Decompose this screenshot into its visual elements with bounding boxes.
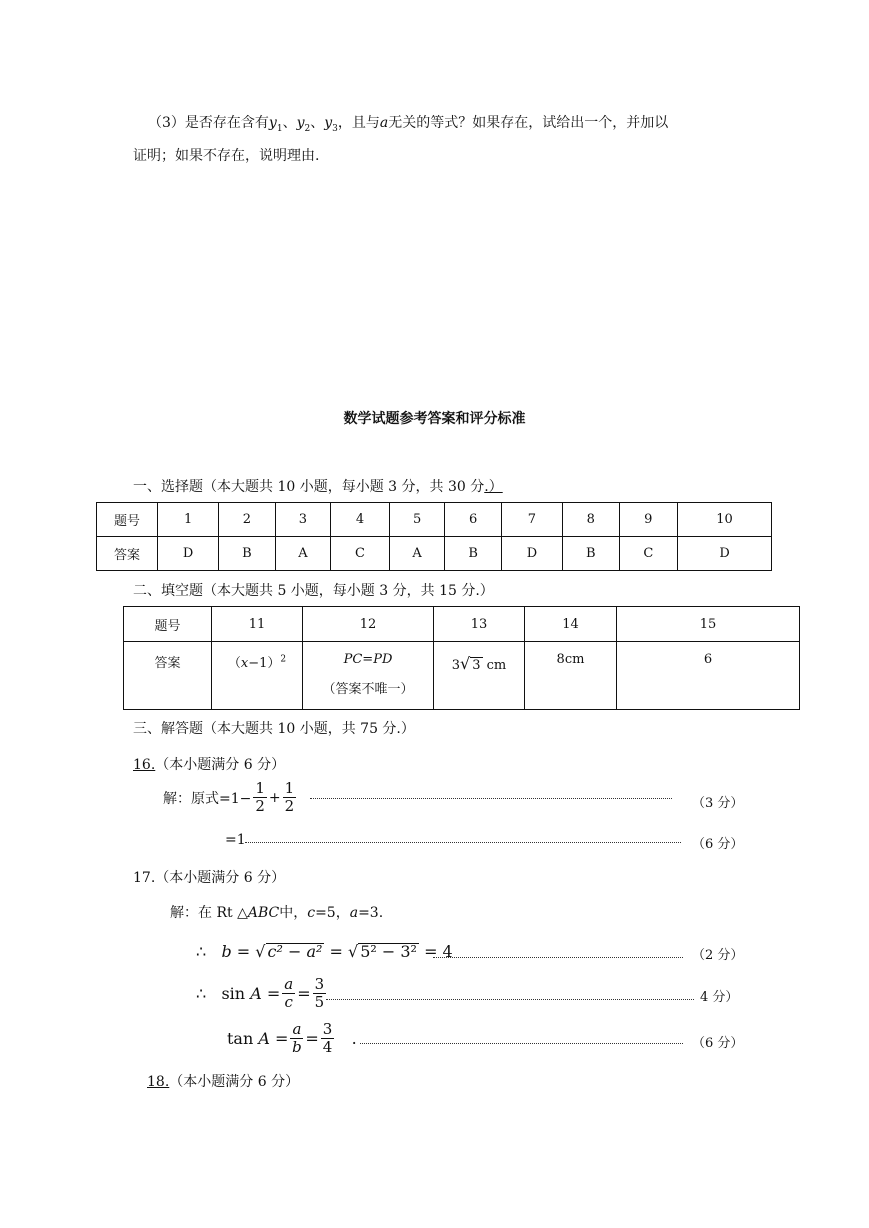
table-cell: D (158, 537, 219, 571)
table-cell: C (331, 537, 390, 571)
table-cell: 2 (219, 503, 275, 537)
sqrt-icon: √ (255, 942, 266, 961)
dot-leader (326, 999, 694, 1000)
table-cell: 6 (617, 642, 800, 710)
fraction: $\frac{a}{b}$ (292, 1020, 302, 1056)
fraction: $\frac{1}{2}$ (284, 779, 295, 815)
question-3-line1: （3）是否存在含有$y_1$、$y_2$、$y_3$，且与a无关的等式？如果存在，试给出一个，并加以 (148, 115, 669, 134)
table-header-cell: 题号 (124, 607, 212, 642)
table-header-cell: 答案 (124, 642, 212, 710)
table-cell: 8 (563, 503, 619, 537)
table-cell: 10 (678, 503, 772, 537)
table-cell: B (219, 537, 275, 571)
table-cell: 12 (303, 607, 434, 642)
fraction: $\frac{1}{2}$ (255, 779, 265, 815)
question-17-title: 17.（本小题满分 6 分） (133, 870, 286, 886)
table-cell: 14 (525, 607, 617, 642)
table-cell: $(x-1)^2$ (212, 642, 303, 710)
table-header-cell: 答案 (97, 537, 158, 571)
table-cell: PC=PD （答案不唯一） (303, 642, 434, 710)
table-cell: 7 (501, 503, 562, 537)
question-17-step-b: ∴ b = √ c² − a² = √ 5² − 3² = 4 (196, 942, 453, 961)
score-label: 4 分） (700, 990, 739, 1005)
table-cell: B (445, 537, 501, 571)
table-cell: 1 (158, 503, 219, 537)
page-title: 数学试题参考答案和评分标准 (343, 411, 526, 427)
fraction: $\frac{a}{c}$ (284, 975, 294, 1011)
table-cell: 13 (434, 607, 525, 642)
sqrt-icon: √ (348, 942, 359, 961)
table-cell: D (678, 537, 772, 571)
section-3-heading: 三、解答题（本大题共 10 小题，共 75 分.） (133, 721, 415, 737)
choice-answer-table (96, 502, 772, 571)
score-label: （3 分） (692, 796, 744, 811)
section-2-heading: 二、填空题（本大题共 5 小题，每小题 3 分，共 15 分.） (133, 583, 494, 599)
table-cell: A (275, 537, 331, 571)
question-16-title: 16.（本小题满分 6 分） (133, 757, 286, 773)
score-label: （6 分） (692, 837, 744, 852)
table-cell: 8cm (525, 642, 617, 710)
fraction: $\frac{3}{5}$ (314, 975, 325, 1011)
dot-leader (245, 842, 681, 843)
dot-leader (433, 957, 683, 958)
question-3-line2: 证明；如果不存在，说明理由. (133, 148, 320, 164)
fill-answer-table (123, 606, 800, 710)
question-16-step1: 解：原式=1− $\frac{1}{2}$ + $\frac{1}{2}$ (163, 779, 295, 815)
table-cell: C (619, 537, 678, 571)
question-18-title: 18.（本小题满分 6 分） (147, 1074, 300, 1090)
table-cell: 11 (212, 607, 303, 642)
sqrt-icon: √ (460, 654, 471, 673)
table-cell: B (563, 537, 619, 571)
question-17-given: 解：在 Rt △ABC中，c=5，a=3. (170, 905, 384, 921)
question-17-step-sin: ∴ sin A = $\frac{a}{c}$ = $\frac{3}{5}$ (196, 975, 325, 1011)
table-cell: 3√ 3 cm (434, 642, 525, 710)
score-label: （6 分） (692, 1036, 744, 1051)
table-cell: 5 (389, 503, 445, 537)
table-cell: 15 (617, 607, 800, 642)
table-cell: 6 (445, 503, 501, 537)
table-cell: 9 (619, 503, 678, 537)
table-cell: 3 (275, 503, 331, 537)
table-cell: 4 (331, 503, 390, 537)
question-17-step-tan: tan A = $\frac{a}{b}$ = $\frac{3}{4}$ . (227, 1020, 357, 1056)
table-cell: A (389, 537, 445, 571)
score-label: （2 分） (692, 948, 744, 963)
table-header-cell: 题号 (97, 503, 158, 537)
table-cell: D (501, 537, 562, 571)
dot-leader (310, 798, 672, 799)
section-1-heading: 一、选择题（本大题共 10 小题，每小题 3 分，共 30 分.） (133, 479, 503, 495)
question-16-step2: =1 (225, 832, 246, 848)
fraction: $\frac{3}{4}$ (322, 1020, 333, 1056)
dot-leader (360, 1043, 683, 1044)
